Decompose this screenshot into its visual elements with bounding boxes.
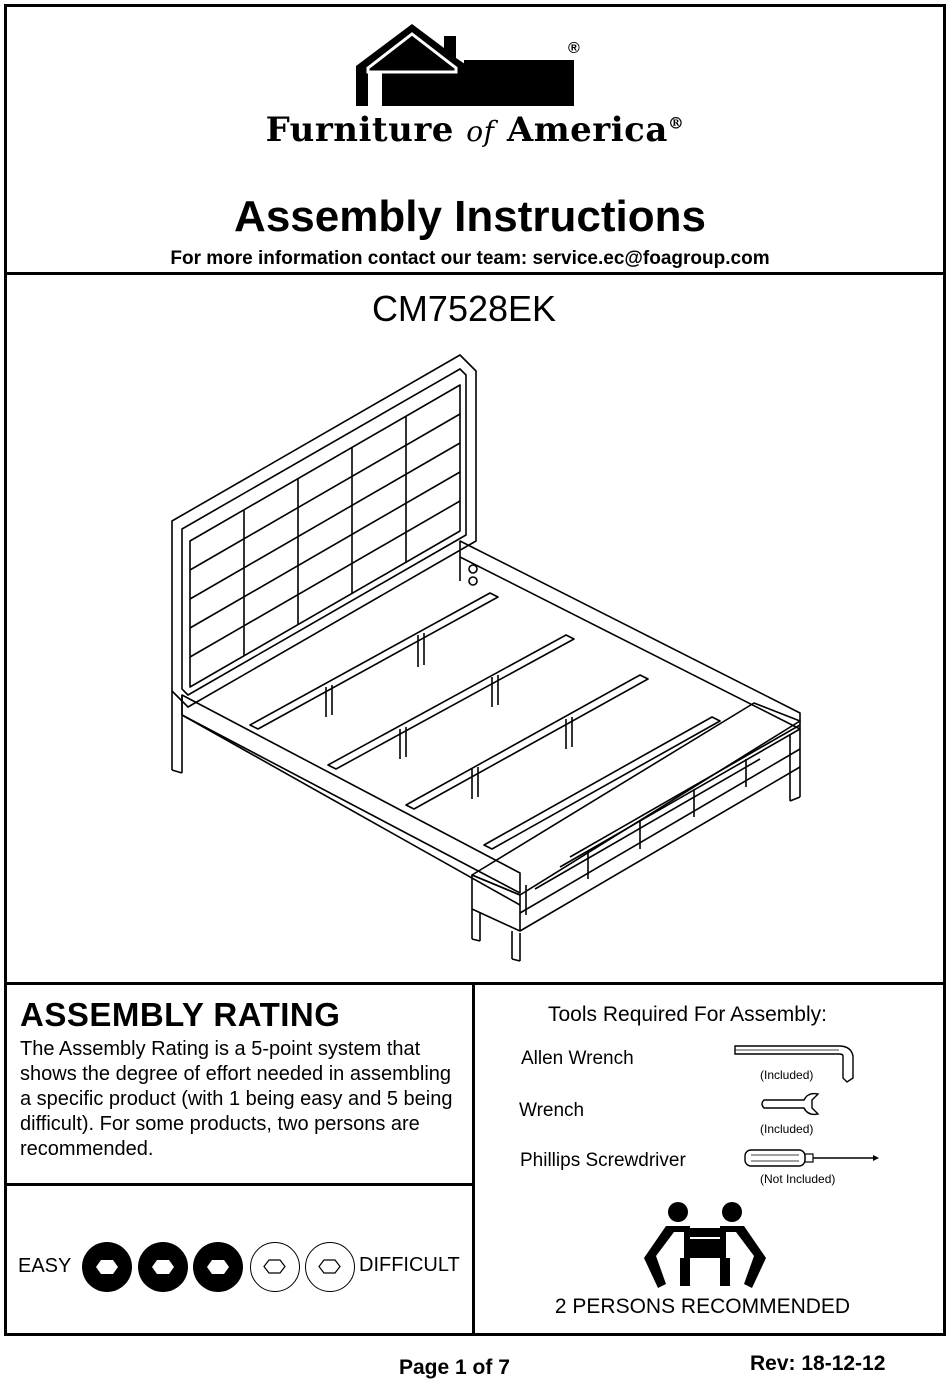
tool-name-wrench: Wrench <box>519 1100 585 1121</box>
wrench-icon <box>760 1090 826 1120</box>
brand-name <box>0 110 950 150</box>
header-divider <box>4 272 946 275</box>
hexagon-icon <box>251 1243 298 1290</box>
tool-note-wrench: (Included) <box>760 1122 814 1136</box>
rating-dot-3 <box>193 1242 243 1292</box>
hexagon-icon <box>82 1242 132 1292</box>
tool-note-phillips-screwdriver: (Not Included) <box>760 1172 836 1186</box>
tool-name-phillips-screwdriver: Phillips Screwdriver <box>520 1150 686 1171</box>
persons-recommended-label: 2 PERSONS RECOMMENDED <box>554 1295 851 1318</box>
model-number: CM7528EK <box>371 288 557 329</box>
tool-note-allen-wrench: (Included) <box>760 1068 814 1082</box>
easy-label: EASY <box>18 1255 72 1277</box>
revision-label: Rev: 18-12-12 <box>750 1352 886 1375</box>
rating-divider <box>4 1183 475 1186</box>
logo-registered-mark: ® <box>568 40 580 57</box>
rating-dot-2 <box>138 1242 188 1292</box>
rating-dot-4 <box>250 1242 300 1292</box>
page-number: Page 1 of 7 <box>399 1356 510 1379</box>
hexagon-icon <box>306 1243 353 1290</box>
tools-title: Tools Required For Assembly: <box>548 1003 827 1026</box>
difficult-label: DIFFICULT <box>359 1254 460 1276</box>
house-logo-icon <box>352 22 592 112</box>
screwdriver-icon <box>743 1146 883 1172</box>
page-title: Assembly Instructions <box>234 192 706 241</box>
contact-info: For more information contact our team: service.ec@foagroup.com <box>170 248 770 269</box>
rating-dot-1 <box>82 1242 132 1292</box>
bottom-vertical-divider <box>472 985 475 1333</box>
two-persons-icon <box>640 1200 770 1292</box>
rating-title: ASSEMBLY RATING <box>20 996 341 1033</box>
tool-name-allen-wrench: Allen Wrench <box>521 1048 634 1069</box>
brand-suffix: America <box>506 110 668 150</box>
rating-dot-5 <box>305 1242 355 1292</box>
brand-prefix: Furniture <box>265 110 454 150</box>
bed-illustration <box>160 345 810 965</box>
hexagon-icon <box>193 1242 243 1292</box>
brand-registered-mark: ® <box>667 113 685 133</box>
hexagon-icon <box>138 1242 188 1292</box>
brand-of: of <box>466 115 495 148</box>
product-divider <box>4 982 946 985</box>
rating-description: The Assembly Rating is a 5-point system that shows the degree of effort needed in assembling a specific product (with 1 being easy and 5 being difficult). For some products, two persons are recommended. <box>20 1038 453 1160</box>
